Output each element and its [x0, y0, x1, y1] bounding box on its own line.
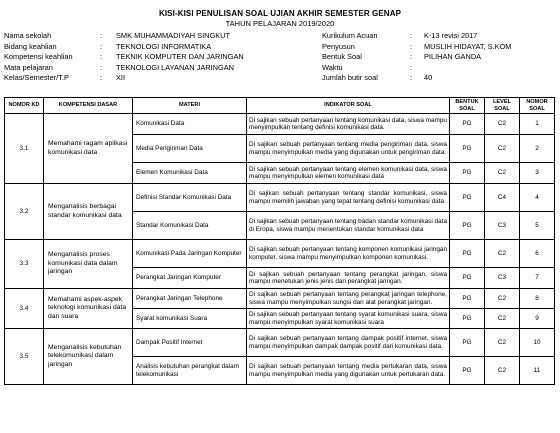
- info-sep: :: [100, 31, 103, 40]
- indikator-cell: Di sajikan sebuah pertanyaan tentang media pengiriman data, siswa mampu menyimpulkan media yang digunakan untuk pengiriman data.: [247, 135, 450, 163]
- kompetensi-dasar: Memahami aspek-aspek teknologi komunikasi data dan suara: [44, 289, 133, 329]
- info-left: [4, 31, 244, 84]
- info-row: [4, 42, 244, 53]
- info-row: [322, 31, 511, 42]
- level-cell: C3: [485, 212, 520, 240]
- nomor-cell: 4: [520, 184, 555, 212]
- header-level-soal: LEVEL SOAL: [485, 98, 520, 114]
- kompetensi-dasar: Menganalisis kebutuhan telekomunikasi dalam jaringan: [44, 329, 133, 385]
- nomor-cell: 8: [520, 289, 555, 309]
- indikator-cell: Di sajikan sebuah pertanyaan tentang dampak positif internet, siswa mampu menyimpulkan dampak dampak positif dari komunikasi data.: [247, 329, 450, 357]
- info-label: Mata pelajaran: [4, 62, 53, 72]
- info-value: PILIHAN GANDA: [424, 52, 482, 62]
- info-label: Penyusun: [322, 41, 355, 51]
- bentuk-cell: PG: [450, 309, 485, 329]
- info-row: [322, 63, 511, 74]
- indikator-cell: Di sajikan sebuah pertanyaan tentang badan standar komunikasi data di Eropa, siswa mampu menentukan standar komunikasi data: [247, 212, 450, 240]
- indikator-cell: Di sajikan sebuah pertanyaan tentang syarat komunikasi suara, siswa mampu menyimpulkan syarat komunikasi suara: [247, 309, 450, 329]
- level-cell: C2: [485, 309, 520, 329]
- info-value: 40: [424, 73, 433, 83]
- info-value: K-13 revisi 2017: [424, 31, 478, 40]
- table-row: [5, 184, 555, 212]
- info-value: XII: [116, 73, 126, 83]
- info-value: MUSLIH HIDAYAT, S.KOM: [424, 41, 512, 51]
- info-row: [4, 52, 244, 63]
- info-row: [322, 73, 511, 84]
- header-indikator-soal: INDIKATOR SOAL: [247, 98, 450, 114]
- nomor-cell: 11: [520, 357, 555, 385]
- info-value: TEKNOLOGI INFORMATIKA: [116, 41, 212, 51]
- header-bentuk-soal: BENTUK SOAL: [450, 98, 485, 114]
- kd-number: 3.3: [5, 240, 44, 289]
- kompetensi-dasar: Menganalisis proses komunikasi data dalam jaringan: [44, 240, 133, 289]
- bentuk-cell: PG: [450, 212, 485, 240]
- indikator-cell: Di sajikan sebuah pertanyaan tentang perangkat jaringan, siswa mampu menetukan jenis jenis dari perangkat jaringan.: [247, 268, 450, 289]
- kompetensi-dasar: Menganalisis berbagai standar komunikasi data: [44, 184, 133, 240]
- materi-cell: Media Pengiriman Data: [133, 135, 247, 163]
- level-cell: C4: [485, 184, 520, 212]
- table-row: [5, 240, 555, 268]
- info-label: Kompetensi keahlian: [4, 52, 73, 62]
- indikator-cell: Di sajikan sebuah pertanyaan tentang perangkat jaringan telephone, siswa mampu menyimpulkan sungsi dari alat perangkat jaringan.: [247, 289, 450, 309]
- kd-number: 3.1: [5, 114, 44, 184]
- materi-cell: Syarat komunikasi Suara: [133, 309, 247, 329]
- nomor-cell: 10: [520, 329, 555, 357]
- info-right: [322, 31, 511, 84]
- header-kompetensi-dasar: KOMPETENSI DASAR: [44, 98, 133, 114]
- indikator-cell: Di sajikan sebuah pertanyaan tentang komunikasi data, siswa mampu menyimpulkan tentang definisi komunikasi data.: [247, 114, 450, 135]
- level-cell: C2: [485, 357, 520, 385]
- info-value: TEKNOLOGI LAYANAN JARINGAN: [116, 62, 234, 72]
- info-value: TEKNIK KOMPUTER DAN JARINGAN: [116, 52, 244, 62]
- table-header-row: [5, 98, 555, 114]
- info-sep: :: [410, 41, 413, 51]
- bentuk-cell: PG: [450, 329, 485, 357]
- nomor-cell: 1: [520, 114, 555, 135]
- info-sep: :: [100, 73, 103, 83]
- nomor-cell: 6: [520, 240, 555, 268]
- info-sep: :: [410, 31, 413, 40]
- indikator-cell: Di sajikan sebuah pertanyaan tentang elemen komunikasi data, siswa mampu menyimpulkan elemen komunikasi data: [247, 163, 450, 184]
- bentuk-cell: PG: [450, 114, 485, 135]
- info-label: Nama sekolah: [4, 31, 52, 40]
- nomor-cell: 3: [520, 163, 555, 184]
- info-value: SMK MUHAMMADIYAH SINGKUT: [116, 31, 231, 40]
- materi-cell: Definisi Standar Komunikasi Data: [133, 184, 247, 212]
- materi-cell: Elemen Komunikasi Data: [133, 163, 247, 184]
- table-row: [5, 289, 555, 309]
- bentuk-cell: PG: [450, 184, 485, 212]
- info-row: [4, 73, 244, 84]
- header-nomor-kd: NOMOR KD: [5, 98, 44, 114]
- indikator-cell: Di sajikan sebuah pertanyaan tentang komponen komunikasi jaringan komputer, siswa mampu menyimpulkan komponen komunikasi.: [247, 240, 450, 268]
- indikator-cell: Di sajikan sebuah pertanyaan tentang standar komunikasi, siswa mampu memilih jawaban yang tepat tentang definisi komunikasi data: [247, 184, 450, 212]
- nomor-cell: 9: [520, 309, 555, 329]
- info-row: [322, 52, 511, 63]
- info-sep: :: [410, 62, 413, 72]
- info-sep: :: [100, 52, 103, 62]
- materi-cell: Analisis kebutuhan perangkat dalam telekomunikasi: [133, 357, 247, 385]
- info-label: Kurikulum Acuan: [322, 31, 378, 40]
- nomor-cell: 2: [520, 135, 555, 163]
- header-materi: MATERI: [133, 98, 247, 114]
- info-row: [322, 42, 511, 53]
- level-cell: C2: [485, 240, 520, 268]
- bentuk-cell: PG: [450, 240, 485, 268]
- bentuk-cell: PG: [450, 268, 485, 289]
- kd-number: 3.2: [5, 184, 44, 240]
- materi-cell: Standar Komunikasi Data: [133, 212, 247, 240]
- nomor-cell: 5: [520, 212, 555, 240]
- header-nomor-soal: NOMOR SOAL: [520, 98, 555, 114]
- table-row: [5, 329, 555, 357]
- table-row: [5, 114, 555, 135]
- info-row: [4, 31, 244, 42]
- level-cell: C2: [485, 163, 520, 184]
- materi-cell: Dampak Positif Internet: [133, 329, 247, 357]
- bentuk-cell: PG: [450, 357, 485, 385]
- materi-cell: Komunikasi Pada Jaringan Komputer: [133, 240, 247, 268]
- info-sep: :: [410, 52, 413, 62]
- info-label: Waktu: [322, 62, 343, 72]
- level-cell: C3: [485, 268, 520, 289]
- materi-cell: Perangkat Jaringan Telephone: [133, 289, 247, 309]
- info-sep: :: [100, 41, 103, 51]
- level-cell: C2: [485, 289, 520, 309]
- info-label: Jumlah butir soal: [322, 73, 378, 83]
- bentuk-cell: PG: [450, 135, 485, 163]
- document-subtitle: TAHUN PELAJARAN 2019/2020: [225, 19, 335, 28]
- info-label: Bentuk Soal: [322, 52, 362, 62]
- document-title: KISI-KISI PENULISAN SOAL UJIAN AKHIR SEMESTER GENAP: [158, 9, 402, 18]
- materi-cell: Perangkat Jaringan Komputer: [133, 268, 247, 289]
- info-sep: :: [410, 73, 413, 83]
- indikator-cell: Di sajikan sebuah pertanyaan tentang media pertukaran data, siswa mampu menyimpulkan media yang digunakan untuk pertukaran data.: [247, 357, 450, 385]
- level-cell: C2: [485, 329, 520, 357]
- nomor-cell: 7: [520, 268, 555, 289]
- level-cell: C2: [485, 114, 520, 135]
- info-row: [4, 63, 244, 74]
- info-sep: :: [100, 62, 103, 72]
- info-label: Kelas/Semester/T.P: [4, 73, 69, 83]
- kompetensi-dasar: Memahami ragam apilkasi komunikasi data: [44, 114, 133, 184]
- info-label: Bidang keahlian: [4, 41, 57, 51]
- bentuk-cell: PG: [450, 289, 485, 309]
- bentuk-cell: PG: [450, 163, 485, 184]
- kd-number: 3.4: [5, 289, 44, 329]
- kisi-kisi-table: [4, 97, 555, 385]
- kd-number: 3.5: [5, 329, 44, 385]
- materi-cell: Komunikasi Data: [133, 114, 247, 135]
- level-cell: C2: [485, 135, 520, 163]
